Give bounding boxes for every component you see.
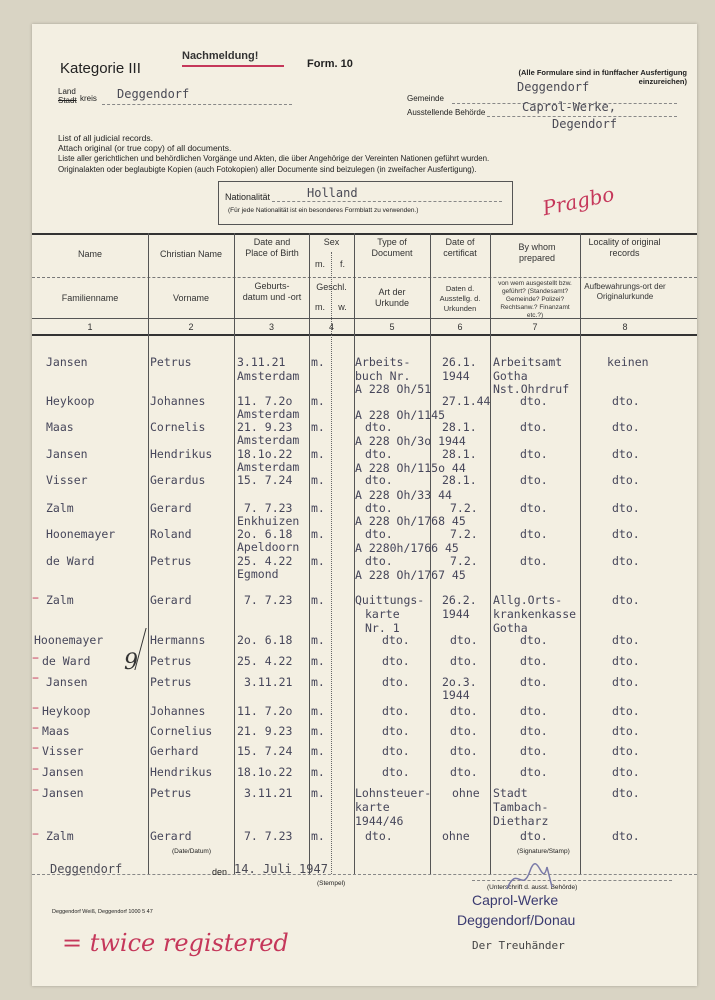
row-birth: 7. 7.23 <box>244 593 293 607</box>
row-name: Maas <box>42 724 70 738</box>
instruction-4: Originalakten oder beglaubigte Kopien (auch Fotokopien) aller Documente sind beizulegen (in zweifacher Ausfertigung). <box>58 165 477 174</box>
row-place: Egmond <box>237 567 279 581</box>
row-doc: dto. <box>382 675 410 689</box>
row-date: 28.1. <box>442 420 477 434</box>
row-name: Heykoop <box>42 704 91 718</box>
row-doc2: dto. <box>365 527 393 541</box>
row-name: de Ward <box>46 554 95 568</box>
row-birth: 21. 9.23 <box>237 724 293 738</box>
row-birth: 25. 4.22 <box>237 654 293 668</box>
row-sex: m. <box>311 501 325 515</box>
row-loc: dto. <box>612 829 640 843</box>
row-place: Enkhuizen <box>237 514 300 528</box>
row-by: dto. <box>520 829 548 843</box>
table-top-line <box>32 233 697 235</box>
row-doc3: karte <box>365 607 400 621</box>
row-birth: 7. 7.23 <box>244 501 293 515</box>
document-page <box>32 24 697 986</box>
row-sex: m. <box>311 786 325 800</box>
instruction-3: Liste aller gerichtlichen und behördlichen Vorgänge und Akten, die über Angehörige der Vereinten Nationen geführt wurden. <box>58 154 490 163</box>
row-by: dto. <box>520 501 548 515</box>
col-date-de: Daten d. Ausstellg. d. Urkunden <box>439 284 481 313</box>
row-name: de Ward <box>42 654 91 668</box>
row-date: dto. <box>450 724 478 738</box>
row-first: Johannes <box>150 704 206 718</box>
row-birth: 3.11.21 <box>244 786 293 800</box>
table-num-line-top <box>32 318 697 319</box>
row-sex: m. <box>311 633 325 647</box>
row-sex: m. <box>311 724 325 738</box>
row-first: Petrus <box>150 554 192 568</box>
row-date: 26.2. <box>442 593 477 607</box>
row-date: 26.1. <box>442 355 477 369</box>
nationality-label: Nationalität <box>225 192 271 202</box>
col-num-1: 1 <box>87 322 93 332</box>
footer-den: den <box>212 867 228 877</box>
strike-mark: – <box>32 670 39 686</box>
row-doc: Lohnsteuer- <box>355 786 432 800</box>
row-loc: dto. <box>612 724 640 738</box>
row-date: 28.1. <box>442 473 477 487</box>
row-by: dto. <box>520 654 548 668</box>
row-name: Jansen <box>46 355 88 369</box>
row-birth: 21. 9.23 <box>237 420 293 434</box>
signature-label: (Signature/Stamp) <box>517 848 570 855</box>
row-birth: 11. 7.2o <box>237 704 293 718</box>
col-first-de: Vorname <box>172 293 210 303</box>
row-birth: 2o. 6.18 <box>237 633 293 647</box>
row-by2: Gotha <box>493 369 528 383</box>
row-birth: 3.11.21 <box>237 355 286 369</box>
row-by: dto. <box>520 704 548 718</box>
col-sex-m: m. <box>315 259 325 269</box>
row-sex: m. <box>311 473 325 487</box>
row-sex: m. <box>311 654 325 668</box>
row-birth: 2o. 6.18 <box>237 527 293 541</box>
margin-handnote: Pragbo <box>540 181 617 221</box>
row-doc: A 228 Oh/33 44 <box>355 488 452 502</box>
row-first: Gerardus <box>150 473 206 487</box>
row-loc: dto. <box>612 675 640 689</box>
row-by: Stadt <box>493 786 528 800</box>
row-first: Hendrikus <box>150 765 213 779</box>
table-mid-line <box>32 277 697 278</box>
row-place: Amsterdam <box>237 433 300 447</box>
strike-mark: – <box>32 782 39 798</box>
row-sex: m. <box>311 355 325 369</box>
row-birth: 7. 7.23 <box>244 829 293 843</box>
row-first: Petrus <box>150 355 192 369</box>
row-name: Jansen <box>46 675 88 689</box>
col-name-de: Familienname <box>61 293 119 303</box>
row-name: Zalm <box>46 501 74 515</box>
row-name: Zalm <box>46 829 74 843</box>
row-birth: 25. 4.22 <box>237 554 293 568</box>
row-doc: Arbeits- <box>355 355 411 369</box>
table-header-bottom <box>32 334 697 336</box>
row-sex: m. <box>311 675 325 689</box>
row-doc: dto. <box>382 744 410 758</box>
strike-mark: – <box>32 761 39 777</box>
row-date: 7.2. <box>450 554 478 568</box>
col-num-3: 3 <box>268 322 274 332</box>
row-sex: m. <box>311 394 325 408</box>
row-doc2: Quittungs- <box>355 593 425 607</box>
footer-date: 14. Juli 1947 <box>234 862 328 876</box>
col-num-2: 2 <box>188 322 194 332</box>
stadt-label: Stadt <box>58 96 77 105</box>
unterschrift-label: (Unterschrift d. ausst. Behörde) <box>487 884 578 891</box>
row-first: Petrus <box>150 675 192 689</box>
col-sex-m2: m. <box>315 302 325 312</box>
row-doc4: Nr. 1 <box>365 621 400 635</box>
row-by: dto. <box>520 420 548 434</box>
row-name: Jansen <box>42 765 84 779</box>
row-by2: Tambach- <box>493 800 549 814</box>
row-doc2: dto. <box>365 554 393 568</box>
row-doc: A 228 Oh/3o 1944 <box>355 434 466 448</box>
row-date: ohne <box>442 829 470 843</box>
row-by: dto. <box>520 675 548 689</box>
row-loc: dto. <box>612 554 640 568</box>
row-by3: Dietharz <box>493 814 549 828</box>
row-name: Jansen <box>42 786 84 800</box>
twice-registered-note: = twice registered <box>62 929 289 957</box>
strike-mark: – <box>32 650 39 666</box>
row-date: dto. <box>450 633 478 647</box>
row-by2: dto. <box>520 394 548 408</box>
row-sex: m. <box>311 704 325 718</box>
row-first: Petrus <box>150 654 192 668</box>
row-by: dto. <box>520 633 548 647</box>
col-num-4: 4 <box>328 322 334 332</box>
row-date: 7.2. <box>450 501 478 515</box>
col-sex-f: f. <box>339 259 345 269</box>
row-date: dto. <box>450 765 478 779</box>
row-date: dto. <box>450 744 478 758</box>
row-date2: 1944 <box>442 607 470 621</box>
strike-mark: – <box>32 700 39 716</box>
nationality-line <box>272 201 502 202</box>
row-doc: dto. <box>382 633 410 647</box>
row-first: Hermanns <box>150 633 206 647</box>
row-loc: dto. <box>612 744 640 758</box>
row-doc: dto. <box>382 704 410 718</box>
row-doc3: 1944/46 <box>355 814 404 828</box>
row-loc: keinen <box>607 355 649 369</box>
row-by: Arbeitsamt <box>493 355 563 369</box>
kreis-line <box>102 104 292 105</box>
row-date: dto. <box>450 654 478 668</box>
row-loc: dto. <box>612 593 640 607</box>
stamp-line-3: Der Treuhänder <box>472 939 565 952</box>
row-loc: dto. <box>612 527 640 541</box>
row-loc: dto. <box>612 633 640 647</box>
col-sep-sex <box>331 252 332 874</box>
row-name: Maas <box>46 420 74 434</box>
instruction-1: List of all judicial records. <box>58 133 153 143</box>
row-doc: dto. <box>382 765 410 779</box>
col-first-en: Christian Name <box>159 249 223 259</box>
gemeinde-value: Deggendorf <box>517 80 590 94</box>
strike-mark: – <box>32 720 39 736</box>
col-birth-en: Date and Place of Birth <box>245 237 299 258</box>
strike-mark: – <box>32 740 39 756</box>
row-by: dto. <box>520 724 548 738</box>
row-first: Gerhard <box>150 744 199 758</box>
row-first: Hendrikus <box>150 447 213 461</box>
col-birth-de: Geburts-datum und -ort <box>242 281 302 302</box>
row-doc: A 228 Oh/1767 45 <box>355 568 466 582</box>
row-sex: m. <box>311 447 325 461</box>
row-sex: m. <box>311 593 325 607</box>
row-by: Allg.Orts- <box>493 593 563 607</box>
row-sex: m. <box>311 527 325 541</box>
row-name: Hoonemayer <box>34 633 104 647</box>
row-doc: A 2280h/1766 45 <box>355 541 459 555</box>
row-doc: A 228 Oh/1768 45 <box>355 514 466 528</box>
col-sex-de: Geschl. <box>316 282 347 292</box>
row-loc: dto. <box>612 420 640 434</box>
behoerde-value-2: Degendorf <box>552 117 618 131</box>
row-doc2: dto. <box>365 447 393 461</box>
row-sex: m. <box>311 829 325 843</box>
row-doc2: karte <box>355 800 390 814</box>
row-name: Visser <box>42 744 84 758</box>
row-birth: 18.1o.22 <box>237 765 293 779</box>
col-loc-de: Aufbewahrungs-ort der Originalurkunde <box>584 282 666 301</box>
row-doc: A 228 Oh/1145 <box>355 408 446 422</box>
col-num-6: 6 <box>457 322 463 332</box>
row-loc: dto. <box>612 394 640 408</box>
row-date: 7.2. <box>450 527 478 541</box>
row-date: 28.1. <box>442 447 477 461</box>
col-date-en: Date of certificat <box>443 237 477 258</box>
row-place: Amsterdam <box>237 369 300 383</box>
col-num-7: 7 <box>532 322 538 332</box>
row-by: dto. <box>520 473 548 487</box>
row-date: 27.1.44 <box>442 394 491 408</box>
land-label: Land <box>58 87 76 96</box>
row-first: Johannes <box>150 394 206 408</box>
row-date: dto. <box>450 704 478 718</box>
form-number: Form. 10 <box>307 58 353 70</box>
gemeinde-label: Gemeinde <box>407 94 444 103</box>
col-by-en: By whom prepared <box>518 242 556 263</box>
row-name: Heykoop <box>46 394 95 408</box>
col-loc-en: Locality of original records <box>588 237 661 258</box>
row-birth: 3.11.21 <box>244 675 293 689</box>
row-birth: 11. 7.2o <box>237 394 293 408</box>
nationality-value: Holland <box>307 186 358 200</box>
row-by: dto. <box>520 765 548 779</box>
row-doc: dto. <box>382 724 410 738</box>
row-name: Jansen <box>46 447 88 461</box>
row-doc2: dto. <box>365 473 393 487</box>
row-loc: dto. <box>612 704 640 718</box>
col-sex-w: w. <box>338 302 347 312</box>
row-loc: dto. <box>612 501 640 515</box>
row-first: Cornelis <box>150 420 206 434</box>
row-doc2: dto. <box>365 420 393 434</box>
row-place: Amsterdam <box>237 460 300 474</box>
row-loc: dto. <box>612 765 640 779</box>
row-sex: m. <box>311 420 325 434</box>
nationality-note: (Für jede Nationalität ist ein besonderes Formblatt zu verwenden.) <box>228 207 419 214</box>
col-doc-en: Type of Document <box>371 237 413 258</box>
nationality-box <box>218 181 513 225</box>
kategorie-title: Kategorie III <box>60 60 141 77</box>
row-first: Gerard <box>150 501 192 515</box>
strike-mark: – <box>32 590 39 606</box>
date-label: (Date/Datum) <box>172 848 212 855</box>
row-name: Zalm <box>46 593 74 607</box>
row-doc: dto. <box>382 654 410 668</box>
col-name-en: Name <box>77 249 102 259</box>
row-by: Nst.Ohrdruf <box>493 382 570 396</box>
col-num-5: 5 <box>389 322 395 332</box>
row-loc: dto. <box>612 654 640 668</box>
kreis-value: Deggendorf <box>117 87 190 101</box>
row-first: Petrus <box>150 786 192 800</box>
col-doc-de: Art der Urkunde <box>374 287 410 308</box>
row-birth: 15. 7.24 <box>237 473 293 487</box>
behoerde-value-1: Caprol-Werke, <box>522 100 616 114</box>
stamp-line-2: Deggendorf/Donau <box>457 912 576 928</box>
row-loc: dto. <box>612 447 640 461</box>
row-by3: Gotha <box>493 621 528 635</box>
row-sex: m. <box>311 765 325 779</box>
copies-note: (Alle Formulare sind in fünffacher Ausfertigung einzureichen) <box>518 68 687 86</box>
row-date: 2o.3. <box>442 675 477 689</box>
count-nine: 9 <box>124 650 138 675</box>
strike-mark: – <box>32 826 39 842</box>
behoerde-label: Ausstellende Behörde <box>407 108 486 117</box>
nachmeldung-underline <box>182 65 284 67</box>
row-doc: dto. <box>365 829 393 843</box>
row-doc: A 228 Oh/51 <box>355 382 432 396</box>
instruction-2: Attach original (or true copy) of all documents. <box>58 143 232 153</box>
row-date2: 1944 <box>442 688 470 702</box>
row-date: ohne <box>452 786 480 800</box>
row-place: Amsterdam <box>237 407 300 421</box>
row-by: dto. <box>520 554 548 568</box>
row-name: Visser <box>46 473 88 487</box>
col-by-de: von wem ausgestellt bzw. geführt? (Standesamt? Gemeinde? Polizei? Rechtsanw.? Finanzamt etc.?) <box>498 280 572 319</box>
row-first: Gerard <box>150 829 192 843</box>
printer-note: Deggendorf Weiß, Deggendorf 1000 5 47 <box>52 909 153 915</box>
row-doc2: buch Nr. <box>355 369 411 383</box>
row-doc2: dto. <box>365 501 393 515</box>
row-loc: dto. <box>612 473 640 487</box>
row-birth: 18.1o.22 <box>237 447 293 461</box>
stempel-label: (Stempel) <box>317 880 346 887</box>
row-date2: 1944 <box>442 369 470 383</box>
nachmeldung-label: Nachmeldung! <box>182 50 259 62</box>
col-num-8: 8 <box>622 322 628 332</box>
row-first: Gerard <box>150 593 192 607</box>
col-sex-en: Sex <box>323 237 340 247</box>
table-bottom-line <box>32 874 697 875</box>
behoerde-line <box>487 116 677 117</box>
row-sex: m. <box>311 554 325 568</box>
row-first: Cornelius <box>150 724 213 738</box>
row-sex: m. <box>311 744 325 758</box>
row-by: dto. <box>520 744 548 758</box>
row-loc: dto. <box>612 786 640 800</box>
row-place: Apeldoorn <box>237 540 300 554</box>
row-by2: krankenkasse <box>493 607 577 621</box>
row-first: Roland <box>150 527 192 541</box>
footer-place: Deggendorf <box>50 862 123 876</box>
kreis-label: kreis <box>80 94 97 103</box>
row-by: dto. <box>520 447 548 461</box>
row-birth: 15. 7.24 <box>237 744 293 758</box>
row-name: Hoonemayer <box>46 527 116 541</box>
row-by: dto. <box>520 527 548 541</box>
stamp-line-1: Caprol-Werke <box>472 892 559 908</box>
row-doc: A 228 Oh/115o 44 <box>355 461 466 475</box>
